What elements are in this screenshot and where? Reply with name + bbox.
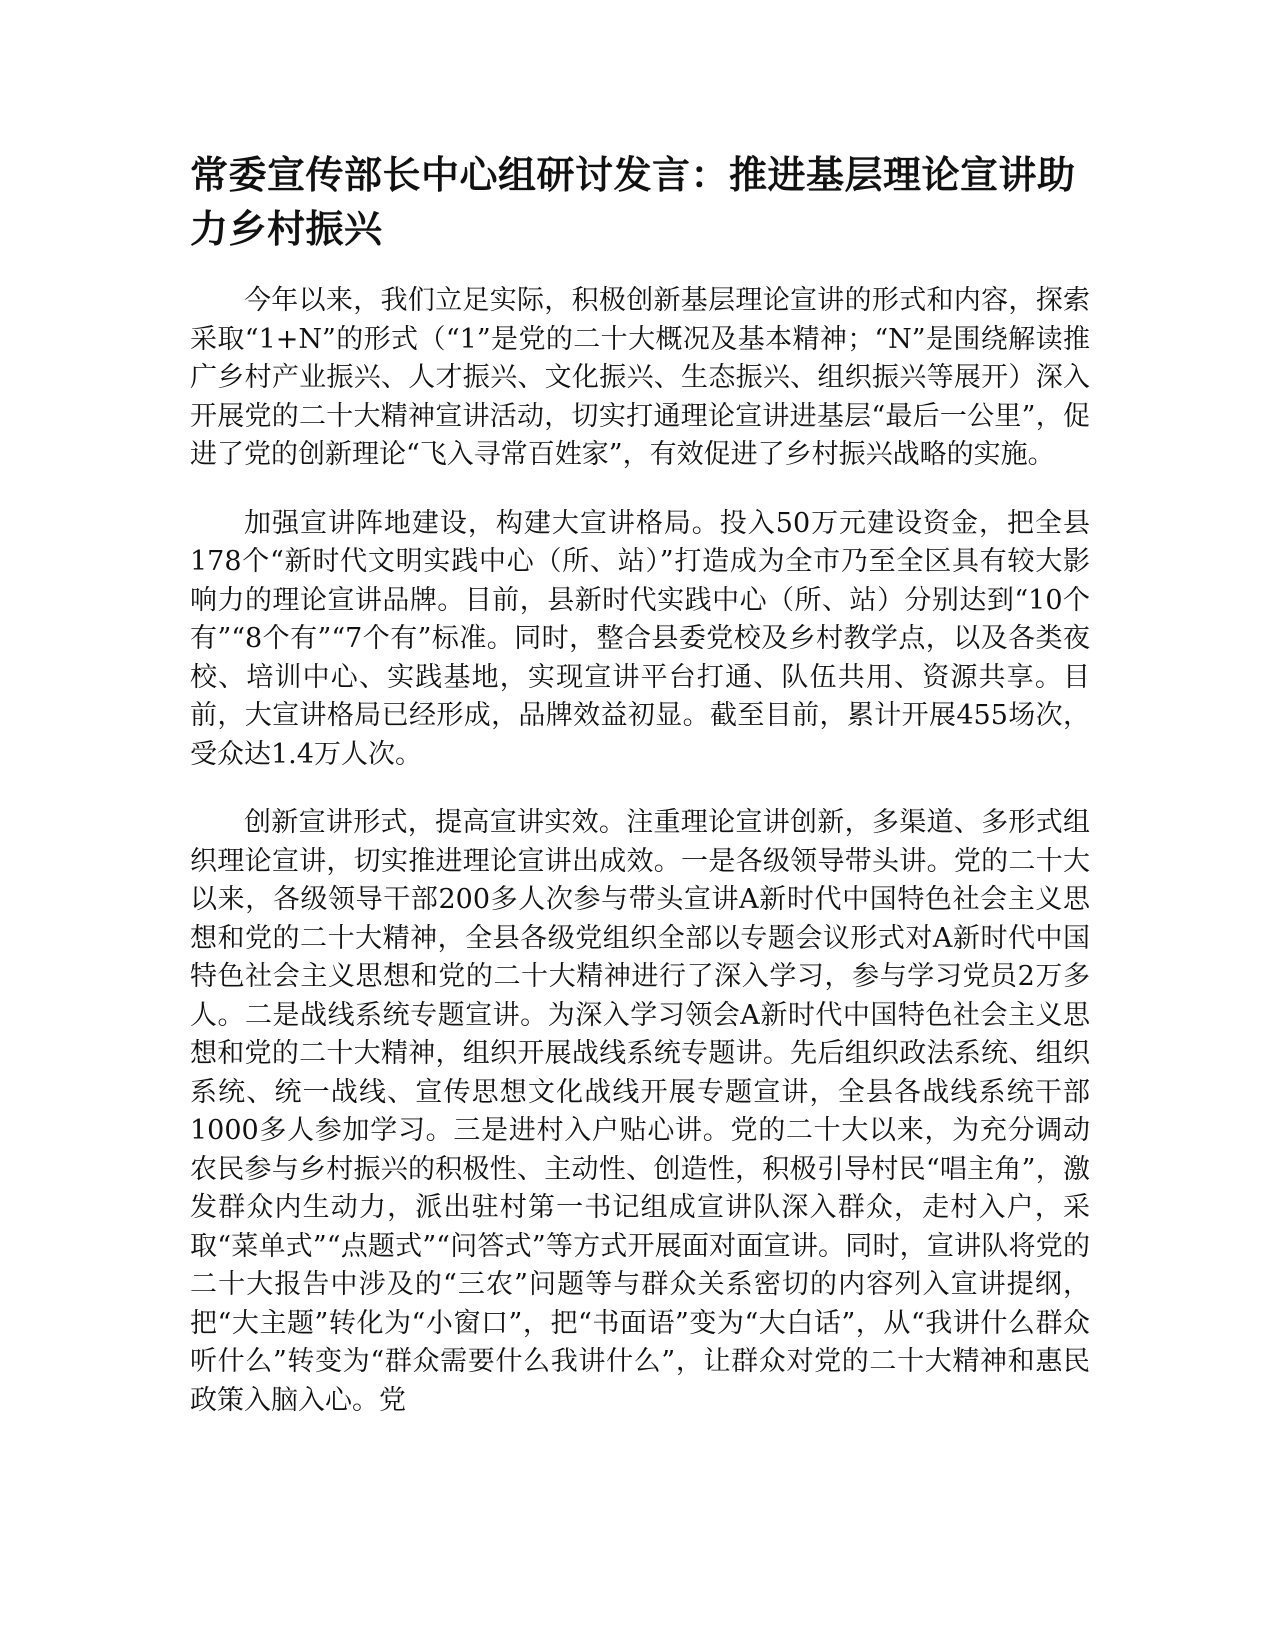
paragraph-platform-building: 加强宣讲阵地建设，构建大宣讲格局。投入50万元建设资金，把全县178个“新时代文明实践中心（所、站）”打造成为全市乃至全区具有较大影响力的理论宣讲品牌。目前，县新时代实践中心（所、站）分别达到“10个有”“8个有”“7个有”标准。同时，整合县委党校及乡村教学点，以及各类夜校、培训中心、实践基地，实现宣讲平台打通、队伍共用、资源共享。目前，大宣讲格局已经形成，品牌效益初显。截至目前，累计开展455场次，受众达1.4万人次。 — [190, 507, 1090, 770]
paragraph-innovation: 创新宣讲形式，提高宣讲实效。注重理论宣讲创新，多渠道、多形式组织理论宣讲，切实推进理论宣讲出成效。一是各级领导带头讲。党的二十大以来，各级领导干部200多人次参与带头宣讲A新时代中国特色社会主义思想和党的二十大精神，全县各级党组织全部以专题会议形式对A新时代中国特色社会主义思想和党的二十大精神进行了深入学习，参与学习党员2万多人。二是战线系统专题宣讲。为深入学习领会A新时代中国特色社会主义思想和党的二十大精神，组织开展战线系统专题讲。先后组织政法系统、组织系统、统一战线、宣传思想文化战线开展专题宣讲，全县各战线系统干部1000多人参加学习。三是进村入户贴心讲。党的二十大以来，为充分调动农民参与乡村振兴的积极性、主动性、创造性，积极引导村民“唱主角”，激发群众内生动力，派出驻村第一书记组成宣讲队深入群众，走村入户，采取“菜单式”“点题式”“问答式”等方式开展面对面宣讲。同时，宣讲队将党的二十大报告中涉及的“三农”问题等与群众关系密切的内容列入宣讲提纲，把“大主题”转化为“小窗口”，把“书面语”变为“大白话”，从“我讲什么群众听什么”转变为“群众需要什么我讲什么”，让群众对党的二十大精神和惠民政策入脑入心。党 — [190, 807, 1090, 1416]
document-page — [190, 148, 1090, 1420]
document-title: 常委宣传部长中心组研讨发言：推进基层理论宣讲助力乡村振兴 — [190, 153, 1076, 251]
paragraph-intro: 今年以来，我们立足实际，积极创新基层理论宣讲的形式和内容，探索采取“1+N”的形式（“1”是党的二十大概况及基本精神；“N”是围绕解读推广乡村产业振兴、人才振兴、文化振兴、生态振兴、组织振兴等展开）深入开展党的二十大精神宣讲活动，切实打通理论宣讲进基层“最后一公里”，促进了党的创新理论“飞入寻常百姓家”，有效促进了乡村振兴战略的实施。 — [190, 285, 1090, 470]
